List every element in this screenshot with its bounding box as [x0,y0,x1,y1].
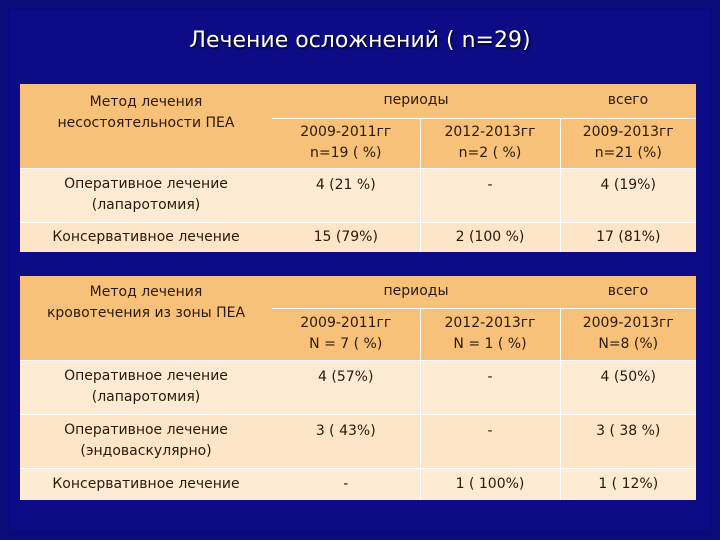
row-cell-total: 1 ( 12%) [560,468,696,500]
periods-header: периоды [383,283,449,300]
col2-n: n=2 ( %) [458,145,522,161]
period-col-2 [420,308,560,360]
row-cell-period2: - [420,414,560,468]
total-header: всего [607,92,649,109]
col1-n: n=19 ( %) [309,145,382,161]
method-header-line1: Метод лечения [89,284,203,300]
row-method-line2: (эндоваскулярно) [80,443,212,459]
method-header-cell [20,276,272,360]
table-row [20,414,696,468]
row-method-line1: Оперативное лечение [64,368,228,384]
row-cell-total: 3 ( 38 %) [560,414,696,468]
period-col-2 [420,118,560,168]
slide-title: Лечение осложнений ( n=29) [189,28,531,53]
col3-years: 2009-2013гг [582,315,674,331]
row-cell-total: 4 (50%) [560,360,696,414]
row-method-line1: Оперативное лечение [64,422,228,438]
col2-years: 2012-2013гг [444,124,536,140]
row-cell-period1: 15 (79%) [272,222,420,252]
table-bleeding [20,276,696,500]
row-cell-total: 4 (19%) [560,168,696,222]
row-cell-period1: 4 (57%) [272,360,420,414]
row-cell-period2: 1 ( 100%) [420,468,560,500]
col1-n: N = 7 ( %) [309,336,383,352]
row-method-line2: (лапаротомия) [91,197,201,213]
total-header: всего [607,283,649,300]
method-header-cell [20,84,272,168]
col3-years: 2009-2013гг [582,124,674,140]
table-row [20,222,696,252]
row-method [20,414,272,468]
table-row [20,360,696,414]
row-method [20,168,272,222]
row-cell-period2: - [420,360,560,414]
table-row [20,168,696,222]
period-col-1 [272,118,420,168]
row-cell-period2: 2 (100 %) [420,222,560,252]
row-cell-period1: 4 (21 %) [272,168,420,222]
row-cell-period1: - [272,468,420,500]
row-cell-period1: 3 ( 43%) [272,414,420,468]
period-col-total [560,118,696,168]
row-method: Консервативное лечение [20,468,272,500]
row-cell-period2: - [420,168,560,222]
row-cell-total: 17 (81%) [560,222,696,252]
method-header-line2: несостоятельности ПЕА [57,115,235,131]
col3-n: n=21 (%) [594,145,662,161]
col2-years: 2012-2013гг [444,315,536,331]
col2-n: N = 1 ( %) [453,336,527,352]
row-method [20,360,272,414]
table-anastomotic-leak [20,84,696,252]
col1-years: 2009-2011гг [300,315,392,331]
table-row [20,468,696,500]
method-header-line1: Метод лечения [89,94,203,110]
period-col-total [560,308,696,360]
row-method: Консервативное лечение [20,222,272,252]
col3-n: N=8 (%) [598,336,659,352]
col1-years: 2009-2011гг [300,124,392,140]
row-method-line1: Оперативное лечение [64,176,228,192]
method-header-line2: кровотечения из зоны ПЕА [46,305,246,321]
period-col-1 [272,308,420,360]
periods-header: периоды [383,92,449,109]
row-method-line2: (лапаротомия) [91,389,201,405]
